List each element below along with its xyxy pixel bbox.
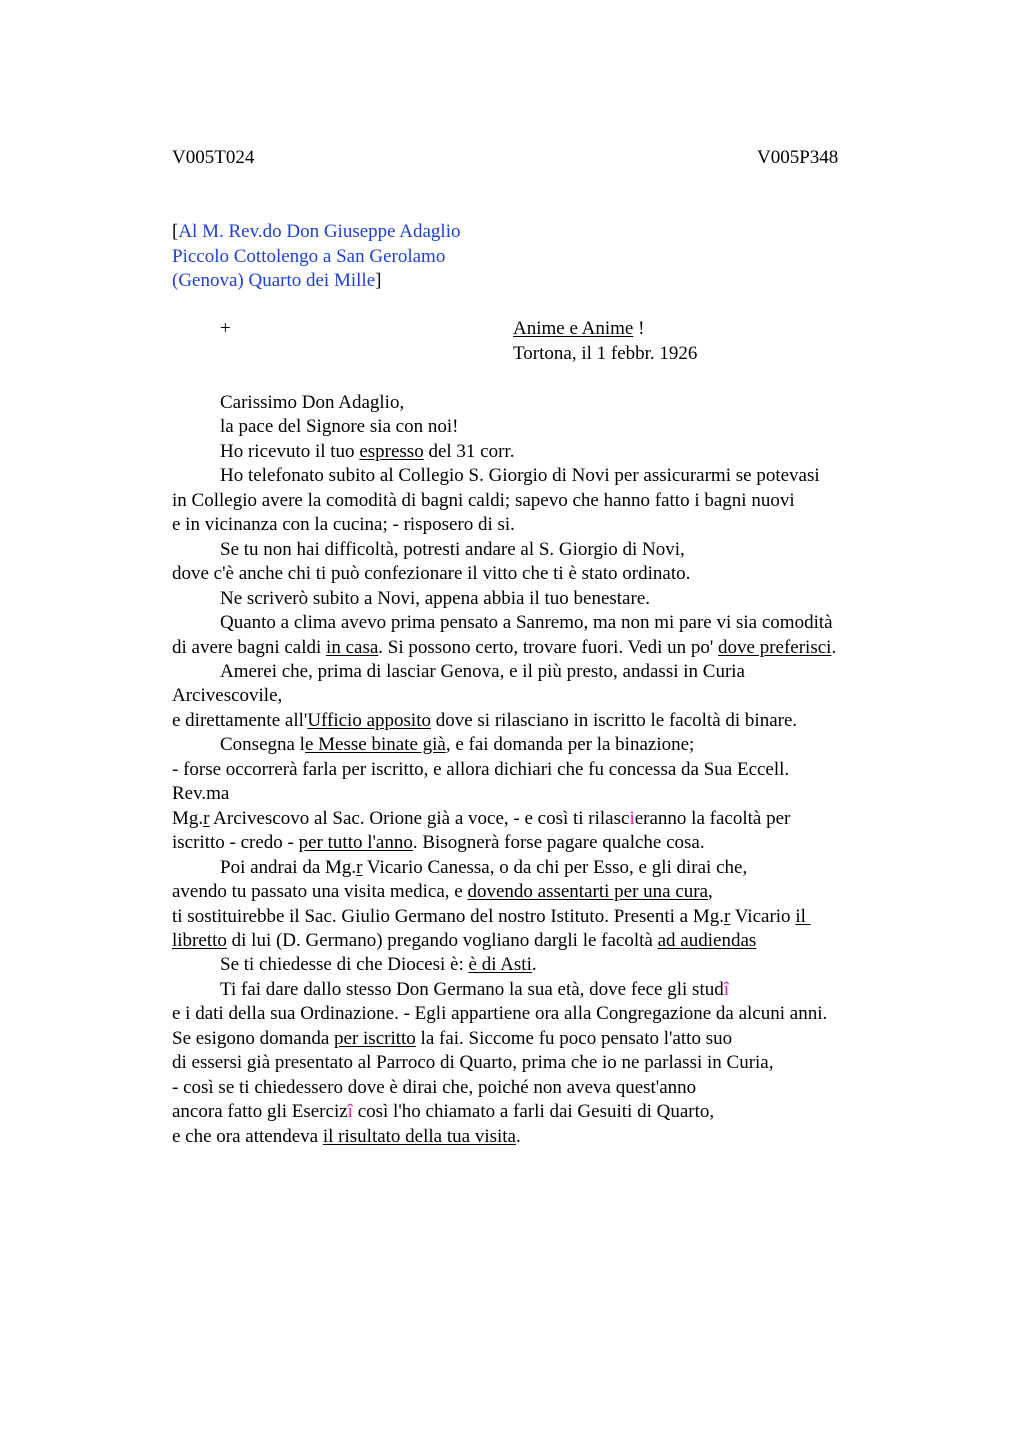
letter-line: Consegna le Messe binate già, e fai domanda per la binazione;	[220, 734, 695, 756]
address-bracket-open: [	[172, 221, 179, 242]
letter-line: dove c'è anche chi ti può confezionare il vitto che ti è stato ordinato.	[172, 563, 691, 585]
letter-line: la pace del Signore sia con noi!	[220, 416, 459, 438]
address-line-1	[172, 220, 461, 245]
letter-line: Arcivescovile,	[172, 685, 283, 707]
letter-line: Se tu non hai difficoltà, potresti andare al S. Giorgio di Novi,	[220, 538, 685, 560]
letter-line: in Collegio avere la comodità di bagni caldi; sapevo che hanno fatto i bagni nuovi	[172, 489, 795, 511]
cross-symbol: +	[220, 318, 231, 339]
letter-line: Poi andrai da Mg.r Vicario Canessa, o da chi per Esso, e gli dirai che,	[220, 856, 748, 878]
address-city: (Genova) Quarto dei Mille	[172, 270, 376, 291]
address-line-2: Piccolo Cottolengo a San Gerolamo	[172, 245, 446, 267]
letter-line: Amerei che, prima di lasciar Genova, e il più presto, andassi in Curia	[220, 660, 745, 682]
address-bracket-close: ]	[375, 270, 382, 291]
letter-line: Se esigono domanda per iscritto la fai. Siccome fu poco pensato l'atto suo	[172, 1027, 733, 1049]
letter-line: e in vicinanza con la cucina; - risposero di si.	[172, 514, 515, 536]
motto	[513, 317, 697, 342]
letter-line: ancora fatto gli Esercizî così l'ho chiamato a farli dai Gesuiti di Quarto,	[172, 1101, 715, 1123]
letter-line: di essersi già presentato al Parroco di Quarto, prima che io ne parlassi in Curia,	[172, 1052, 774, 1074]
letter-line: - forse occorrerà farla per iscritto, e allora dichiari che fu concessa da Sua Eccell.	[172, 758, 790, 780]
motto-suffix: !	[633, 318, 645, 339]
letter-line: avendo tu passato una visita medica, e dovendo assentarti per una cura,	[172, 881, 713, 903]
letter-line: e direttamente all'Ufficio apposito dove si rilasciano in iscritto le facoltà di binare.	[172, 709, 798, 731]
letter-line: iscritto - credo - per tutto l'anno. Bisognerà forse pagare qualche cosa.	[172, 832, 705, 854]
letter-line: di avere bagni caldi in casa. Si possono certo, trovare fuori. Vedi un po' dove preferisci.	[172, 636, 837, 658]
motto-text: Anime e Anime	[513, 318, 634, 339]
dateline-block	[513, 317, 697, 366]
correction-mark: i	[629, 807, 635, 829]
correction-mark: î	[723, 978, 730, 1000]
letter-body	[172, 391, 902, 1149]
letter-line: Rev.ma	[172, 783, 230, 805]
address-line-3	[172, 269, 461, 294]
document-ref-left: V005T024	[172, 147, 255, 168]
salutation: Carissimo Don Adaglio,	[220, 392, 405, 413]
correction-mark: î	[347, 1101, 353, 1123]
letter-line: Ho telefonato subito al Collegio S. Giorgio di Novi per assicurarmi se potevasi	[220, 465, 820, 487]
letter-line: libretto di lui (D. Germano) pregando vogliano dargli le facoltà ad audiendas	[172, 929, 757, 951]
letter-line: - così se ti chiedessero dove è dirai che, poiché non aveva quest'anno	[172, 1076, 697, 1098]
document-ref-right: V005P348	[757, 147, 839, 168]
place-date: Tortona, il 1 febbr. 1926	[513, 342, 698, 364]
letter-line: Ti fai dare dallo stesso Don Germano la sua età, dove fece gli studî	[220, 978, 730, 1000]
letter-line: Ho ricevuto il tuo espresso del 31 corr.	[220, 440, 515, 462]
letter-line: ti sostituirebbe il Sac. Giulio Germano del nostro Istituto. Presenti a Mg.r Vicario il	[172, 905, 811, 927]
address-recipient-name: Al M. Rev.do Don Giuseppe Adaglio	[178, 221, 461, 242]
letter-line: e che ora attendeva il risultato della tua visita.	[172, 1125, 521, 1147]
letter-line: e i dati della sua Ordinazione. - Egli appartiene ora alla Congregazione da alcuni anni.	[172, 1003, 828, 1025]
letter-line: Quanto a clima avevo prima pensato a Sanremo, ma non mi pare vi sia comodità	[220, 612, 833, 634]
letter-line: Se ti chiedesse di che Diocesi è: è di Asti.	[220, 954, 537, 976]
letter-line: Ne scriverò subito a Novi, appena abbia il tuo benestare.	[220, 587, 650, 609]
letter-line: Mg.r Arcivescovo al Sac. Orione già a voce, - e così ti rilascieranno la facoltà per	[172, 807, 791, 829]
recipient-address	[172, 220, 461, 294]
